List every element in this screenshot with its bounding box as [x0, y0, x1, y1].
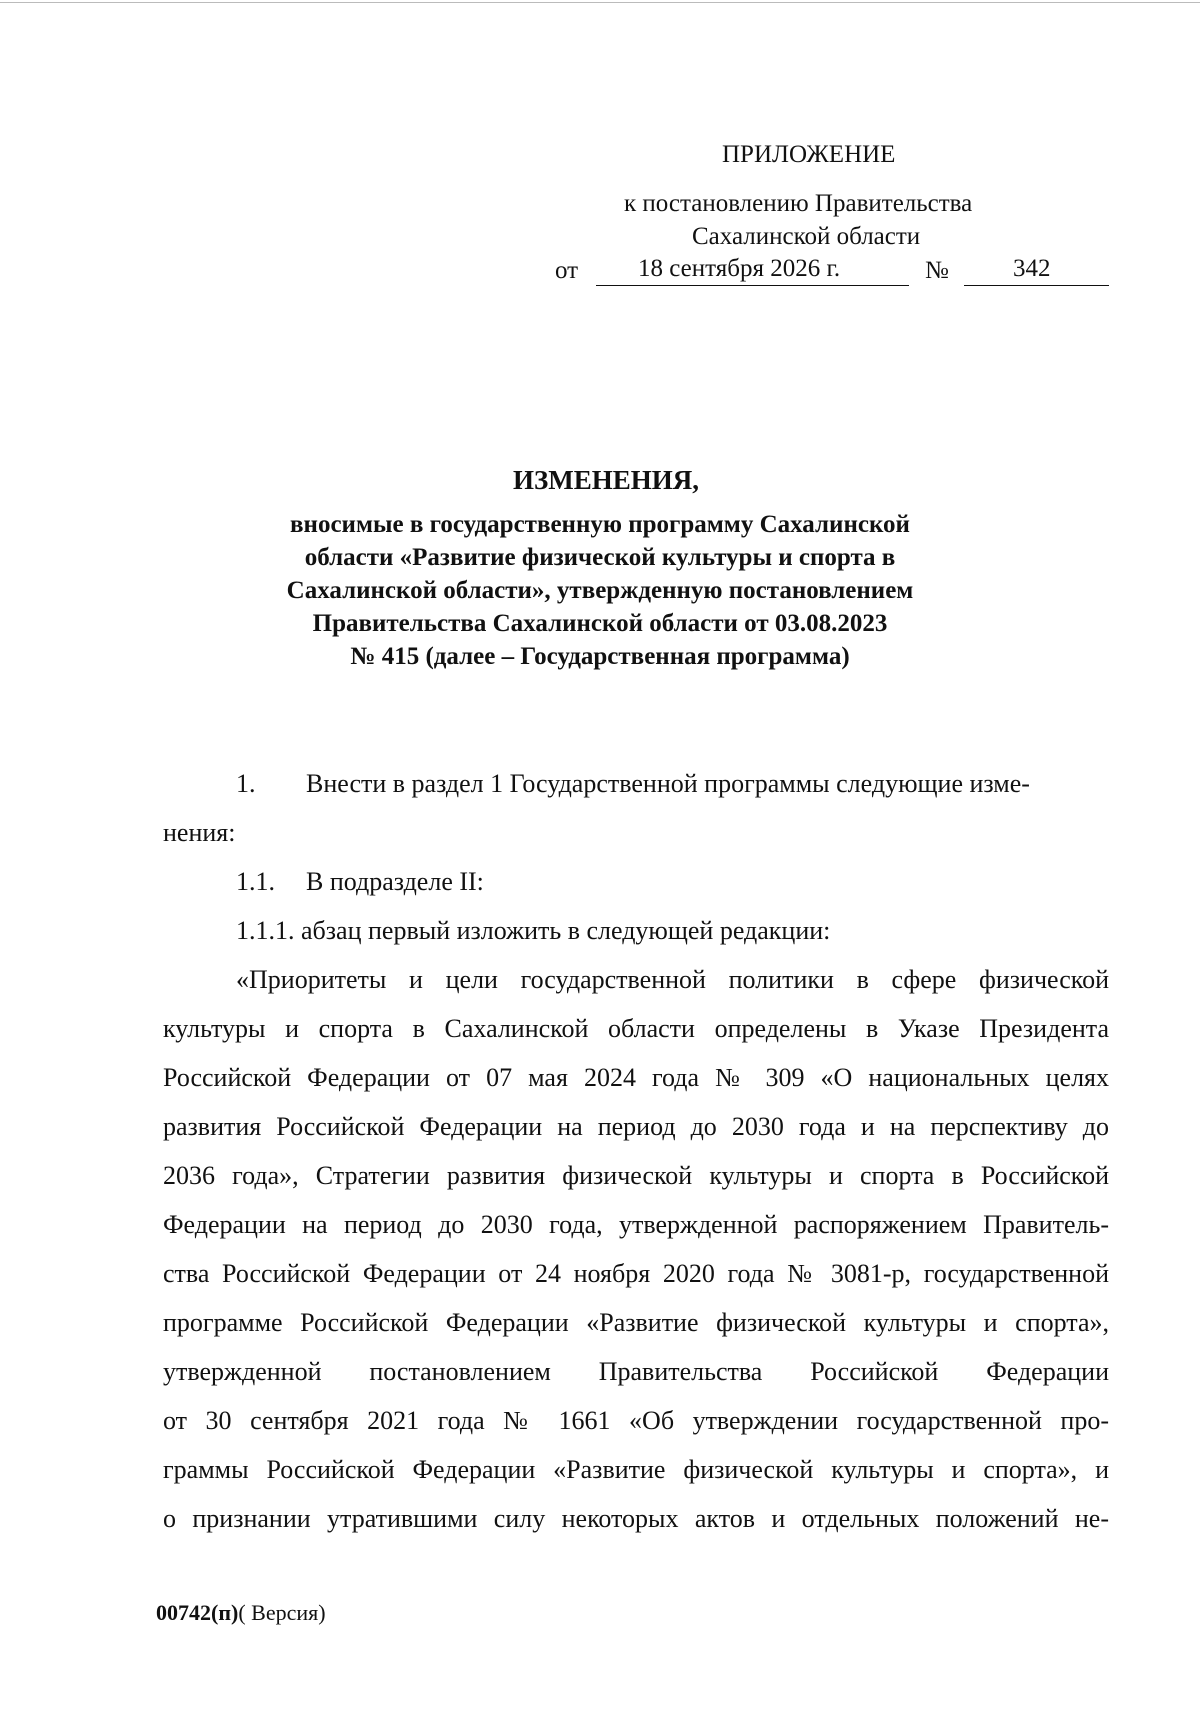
doc-subtitle-line-4: Правительства Сахалинской области от 03.08.2023	[312, 610, 888, 637]
quote-line-7: ства Российской Федерации от 24 ноября 2020 года № 3081-р, государственной	[163, 1259, 1109, 1288]
appendix-from-label: от	[555, 257, 579, 284]
doc-subtitle-line-5: № 415 (далее – Государственная программа)	[350, 643, 850, 670]
doc-subtitle-line-1: вносимые в государственную программу Сахалинской	[290, 511, 910, 538]
appendix-date: 18 сентября 2026 г.	[638, 255, 841, 282]
doc-subtitle-line-2: области «Развитие физической культуры и спорта в	[304, 544, 896, 571]
quote-line-11: граммы Российской Федерации «Развитие физической культуры и спорта», и	[163, 1455, 1109, 1484]
item-1-1-text: В подразделе II:	[306, 867, 484, 896]
quote-line-8: программе Российской Федерации «Развитие физической культуры и спорта»,	[163, 1308, 1109, 1337]
date-underline	[596, 285, 909, 286]
scan-top-edge	[0, 2, 1200, 3]
item-1-1-number: 1.1.	[236, 867, 275, 896]
item-1-text: Внести в раздел 1 Государственной программы следующие изме-	[306, 769, 1030, 798]
quote-line-3: Российской Федерации от 07 мая 2024 года № 309 «О национальных целях	[163, 1063, 1109, 1092]
item-1-continuation: нения:	[163, 818, 236, 847]
quote-line-9: утвержденной постановлением Правительства Российской Федерации	[163, 1357, 1109, 1386]
appendix-heading: ПРИЛОЖЕНИЕ	[722, 141, 896, 168]
item-1-1-1-text: 1.1.1. абзац первый изложить в следующей редакции:	[236, 916, 831, 945]
doc-subtitle-line-3: Сахалинской области», утвержденную постановлением	[286, 577, 914, 604]
quote-line-1: «Приоритеты и цели государственной политики в сфере физической	[236, 965, 1109, 994]
quote-line-4: развития Российской Федерации на период до 2030 года и на перспективу до	[163, 1112, 1109, 1141]
doc-title: ИЗМЕНЕНИЯ,	[512, 465, 699, 495]
number-underline	[964, 285, 1109, 286]
footer-doc-code	[156, 1600, 326, 1626]
quote-line-6: Федерации на период до 2030 года, утвержденной распоряжением Правитель-	[163, 1210, 1109, 1239]
appendix-number-label: №	[925, 257, 949, 284]
quote-line-5: 2036 года», Стратегии развития физической культуры и спорта в Российской	[163, 1161, 1109, 1190]
quote-line-10: от 30 сентября 2021 года № 1661 «Об утверждении государственной про-	[163, 1406, 1109, 1435]
footer-code: 00742(п)	[156, 1600, 239, 1625]
quote-line-12: о признании утратившими силу некоторых актов и отдельных положений не-	[163, 1504, 1109, 1533]
footer-version: ( Версия)	[238, 1600, 326, 1625]
appendix-line-1: к постановлению Правительства	[624, 190, 973, 217]
quote-line-2: культуры и спорта в Сахалинской области определены в Указе Президента	[163, 1014, 1109, 1043]
appendix-number: 342	[1013, 255, 1051, 282]
appendix-line-2: Сахалинской области	[692, 223, 921, 250]
item-1-number: 1.	[236, 769, 256, 798]
